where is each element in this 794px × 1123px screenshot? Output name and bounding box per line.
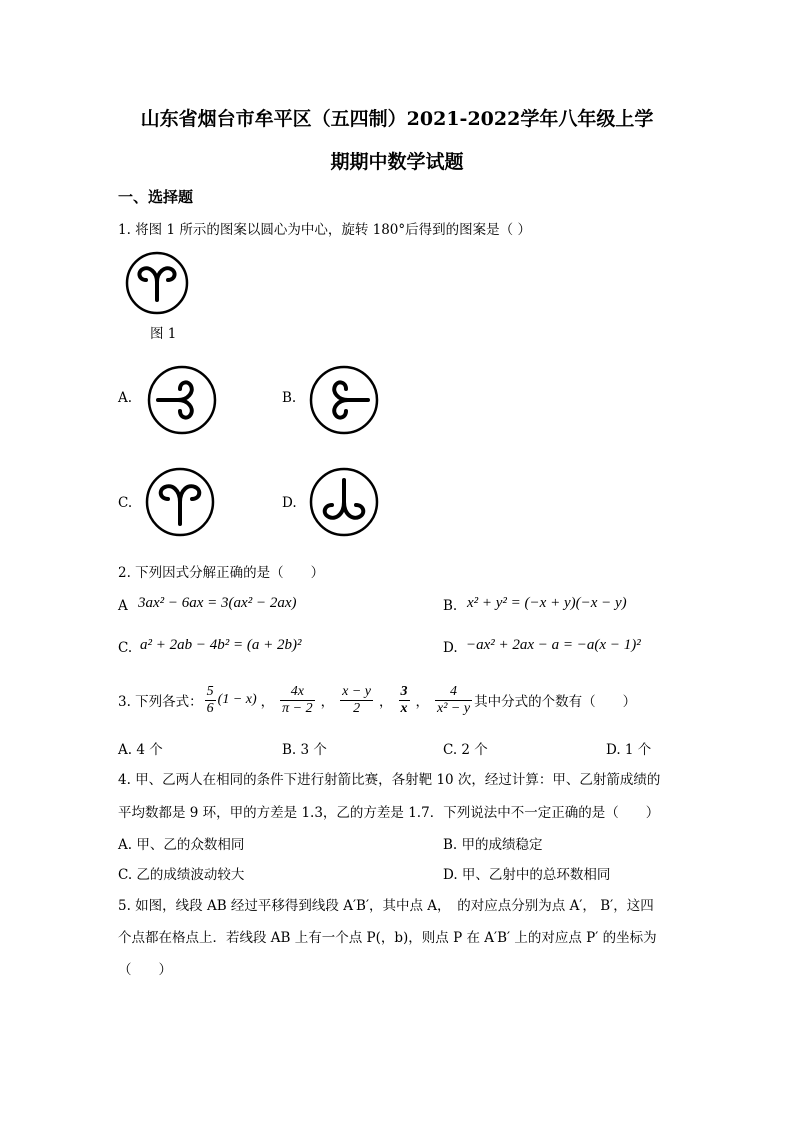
q1-option-c-label[interactable]: C. — [118, 495, 133, 511]
q2-option-d-label[interactable]: D. — [443, 640, 458, 656]
q1-option-b-ram-icon[interactable] — [308, 364, 380, 436]
question-4-line1: 4. 甲、乙两人在相同的条件下进行射箭比赛，各射靶 10 次，经过计算：甲、乙射箭成绩的 — [118, 772, 661, 788]
page-title-line2: 期期中数学试题 — [330, 151, 464, 173]
q4-option-b[interactable]: B. 甲的成绩稳定 — [443, 837, 543, 853]
q3-option-d[interactable]: D. 1 个 — [606, 742, 652, 758]
question-2-text: 2. 下列因式分解正确的是（ ） — [118, 565, 325, 581]
figure-1-caption: 图 1 — [150, 326, 177, 342]
q2-option-d-expr: −ax² + 2ax − a = −a(x − 1)² — [466, 637, 641, 653]
section-heading: 一、选择题 — [118, 188, 194, 206]
q2-option-c-expr: a² + 2ab − 4b² = (a + 2b)² — [140, 637, 302, 653]
page-title-line1: 山东省烟台市牟平区（五四制）2021-2022学年八年级上学 — [140, 108, 654, 130]
q3-option-a[interactable]: A. 4 个 — [118, 742, 163, 758]
q3-fraction-1-tail: (1 − x) — [217, 692, 257, 707]
figure-1-ram-icon — [124, 250, 190, 316]
q3-option-b[interactable]: B. 3 个 — [282, 742, 327, 758]
question-4-line2: 平均数都是 9 环，甲的方差是 1.3，乙的方差是 1.7．下列说法中不一定正确的是（ ） — [118, 805, 660, 821]
q2-option-b-expr: x² + y² = (−x + y)(−x − y) — [467, 595, 627, 611]
question-5-line2: 个点都在格点上．若线段 AB 上有一个点 P(，b)，则点 P 在 A′B′ 上的对应点 P′ 的坐标为 — [118, 930, 657, 946]
q3-fraction-4: $\frac{3}{x}$ — [400, 683, 408, 716]
q1-option-b-label[interactable]: B. — [282, 390, 297, 406]
q2-option-b-label[interactable]: B. — [443, 598, 458, 614]
q3-fraction-3: $\frac{x - y}{2}$ — [342, 683, 372, 716]
q1-option-d-label[interactable]: D. — [282, 495, 297, 511]
q4-option-c[interactable]: C. 乙的成绩波动较大 — [118, 867, 245, 883]
q1-option-c-ram-icon[interactable] — [144, 466, 216, 538]
q1-option-a-label[interactable]: A. — [118, 390, 133, 406]
q3-suffix: 其中分式的个数有（ ） — [474, 694, 637, 710]
q3-fraction-2: $\frac{4x}{\pi - 2}$ — [282, 683, 313, 716]
q2-option-a-expr: 3ax² − 6ax = 3(ax² − 2ax) — [138, 595, 297, 611]
q4-option-a[interactable]: A. 甲、乙的众数相同 — [118, 837, 245, 853]
q1-option-d-ram-icon[interactable] — [308, 466, 380, 538]
q3-option-c[interactable]: C. 2 个 — [443, 742, 488, 758]
question-5-line3: （ ） — [118, 962, 172, 978]
q3-prefix: 3. 下列各式： — [118, 694, 203, 710]
question-3-text: 3. 下列各式： $\frac{5}{6}$ (1 − x) ， $\frac{4x}{\pi - 2}$ ， $\frac{x - y}{2}$ ， $\frac{3}{x}$ ， $\frac{4}{\text{x² − y}}$ 其中分式的个数有（ ） — [118, 683, 637, 716]
q3-fraction-1: $\frac{5}{6}$ — [206, 683, 214, 716]
q3-fraction-5: $\frac{4}{\text{x² − y}}$ — [437, 683, 471, 716]
q2-option-a-label[interactable]: A — [118, 598, 128, 614]
question-5-line1: 5. 如图，线段 AB 经过平移得到线段 A′B′，其中点 A， 的对应点分别为点 A′， B′，这四 — [118, 898, 654, 914]
q4-option-d[interactable]: D. 甲、乙射中的总环数相同 — [443, 867, 611, 883]
q1-option-a-ram-icon[interactable] — [146, 364, 218, 436]
question-1-text: 1. 将图 1 所示的图案以圆心为中心，旋转 180°后得到的图案是（ ） — [118, 222, 531, 238]
q2-option-c-label[interactable]: C. — [118, 640, 133, 656]
